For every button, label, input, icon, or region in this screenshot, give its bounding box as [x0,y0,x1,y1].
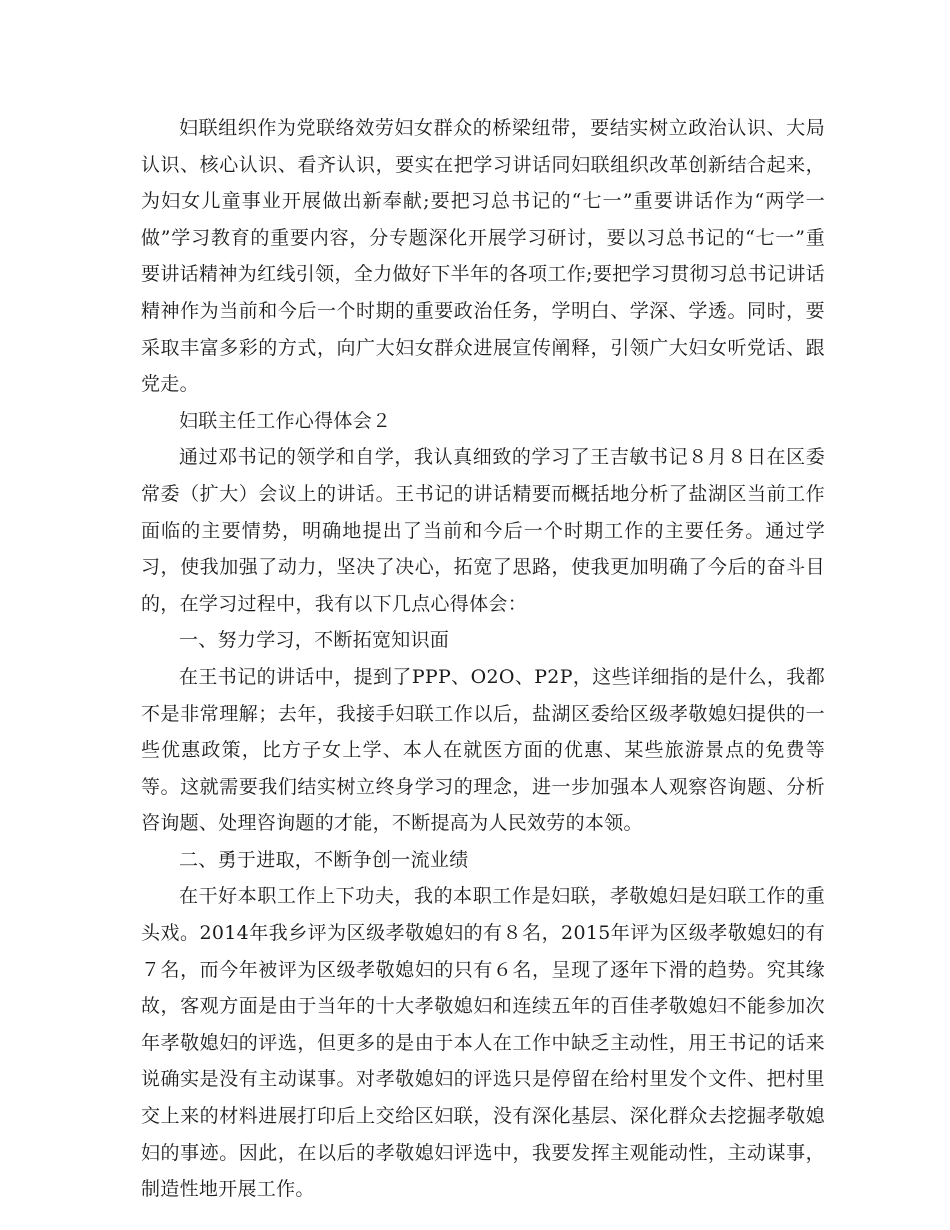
body-paragraph: 通过邓书记的领学和自学，我认真细致的学习了王吉敏书记８月８日在区委常委（扩大）会议上的讲话。王书记的讲话精要而概括地分析了盐湖区当前工作面临的主要情势，明确地提出了当前和今后一个时期工作的主要任务。通过学习，使我加强了动力，坚决了决心，拓宽了思路，使我更加明确了今后的奋斗目的，在学习过程中，我有以下几点心得体会： [141,446,825,615]
body-paragraph: 在王书记的讲话中，提到了PPP、O2O、P2P，这些详细指的是什么，我都不是非常理解；去年，我接手妇联工作以后，盐湖区委给区级孝敬媳妇提供的一些优惠政策，比方子女上学、本人在就医方面的优惠、某些旅游景点的免费等等。这就需要我们结实树立终身学习的理念，进一步加强本人观察咨询题、分析咨询题、处理咨询题的才能，不断提高为人民效劳的本领。 [141,665,825,835]
body-paragraph: 在干好本职工作上下功夫，我的本职工作是妇联，孝敬媳妇是妇联工作的重头戏。2014年我乡评为区级孝敬媳妇的有８名，2015年评为区级孝敬媳妇的有７名，而今年被评为区级孝敬媳妇的只有６名，呈现了逐年下滑的趋势。究其缘故，客观方面是由于当年的十大孝敬媳妇和连续五年的百佳孝敬媳妇不能参加次年孝敬媳妇的评选，但更多的是由于本人在工作中缺乏主动性，用王书记的话来说确实是没有主动谋事。对孝敬媳妇的评选只是停留在给村里发个文件、把村里交上来的材料进展打印后上交给区妇联，没有深化基层、深化群众去挖掘孝敬媳妇的事迹。因此，在以后的孝敬媳妇评选中，我要发挥主观能动性，主动谋事，制造性地开展工作。 [141,885,825,1201]
body-paragraph: 妇联组织作为党联络效劳妇女群众的桥梁纽带，要结实树立政治认识、大局认识、核心认识、看齐认识，要实在把学习讲话同妇联组织改革创新结合起来，为妇女儿童事业开展做出新奉献;要把习总书记的“七一”重要讲话作为“两学一做”学习教育的重要内容，分专题深化开展学习研讨，要以习总书记的“七一”重要讲话精神为红线引领，全力做好下半年的各项工作;要把学习贯彻习总书记讲话精神作为当前和今后一个时期的重要政治任务，学明白、学深、学透。同时，要采取丰富多彩的方式，向广大妇女群众进展宣传阐释，引领广大妇女听党话、跟党走。 [141,117,825,396]
section-title: 妇联主任工作心得体会２ [179,409,392,432]
document-page [141,110,825,1208]
section-heading: 二、勇于进取，不断争创一流业绩 [179,848,469,871]
section-heading: 一、努力学习，不断拓宽知识面 [179,629,450,652]
